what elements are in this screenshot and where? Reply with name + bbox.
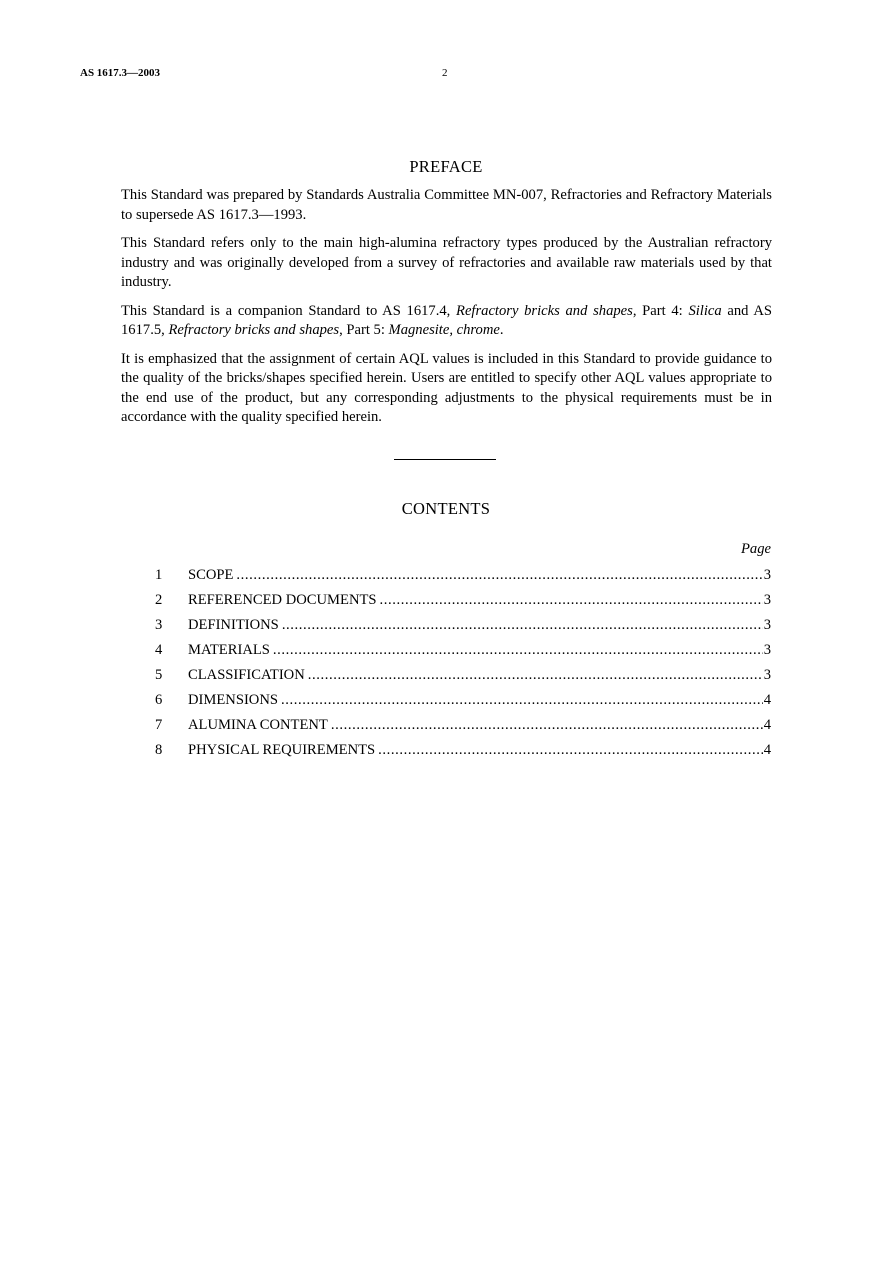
toc-entry-page: 3 xyxy=(763,567,771,583)
toc-dot-leader xyxy=(236,565,762,585)
toc-entry-title: ALUMINA CONTENT xyxy=(188,717,328,733)
preface-paragraph xyxy=(121,186,772,225)
toc-entry-page: 3 xyxy=(763,667,771,683)
toc-entry-page: 3 xyxy=(763,642,771,658)
toc-entry-number: 3 xyxy=(155,617,163,633)
table-of-contents xyxy=(148,565,771,765)
toc-entry-number: 6 xyxy=(155,692,163,708)
toc-entry-number: 7 xyxy=(155,717,163,733)
toc-entry[interactable] xyxy=(148,615,771,640)
paragraph-text: This Standard was prepared by Standards Australia Committee MN-007, Refractories and Refractory Materials to supersede AS 1617.3—1993. xyxy=(121,187,772,223)
toc-dot-leader xyxy=(273,640,763,660)
toc-entry-page: 4 xyxy=(763,692,771,708)
toc-entry-title: MATERIALS xyxy=(188,642,270,658)
paragraph-text: , Part 4: xyxy=(632,302,689,319)
toc-entry-page: 4 xyxy=(763,717,771,733)
italic-title-text: Silica xyxy=(688,302,722,319)
toc-dot-leader xyxy=(308,665,763,685)
toc-entry[interactable] xyxy=(148,740,771,765)
toc-entry-title: PHYSICAL REQUIREMENTS xyxy=(188,742,376,758)
preface-body xyxy=(121,186,772,437)
toc-entry[interactable] xyxy=(148,665,771,690)
toc-entry-page: 3 xyxy=(763,617,771,633)
contents-page-column-label: Page xyxy=(741,541,771,557)
toc-entry-number: 2 xyxy=(155,592,163,608)
paragraph-text: It is emphasized that the assignment of certain AQL values is included in this Standard to provide guidance to the quality of the bricks/shapes specified herein. Users are entitled to specify other AQL values appropriate to the end use of the product, but any corresponding adjustments to the physical requirements must be in accordance with the quality specified herein. xyxy=(121,350,772,425)
paragraph-text: and AS 1617.5, xyxy=(121,302,773,338)
italic-title-text: Magnesite, chrome xyxy=(388,322,500,338)
section-divider xyxy=(394,459,496,460)
preface-heading: PREFACE xyxy=(409,157,483,176)
running-head-standard-id: AS 1617.3—2003 xyxy=(80,67,161,79)
toc-entry-number: 8 xyxy=(155,742,163,758)
paragraph-text: This Standard refers only to the main high-alumina refractory types produced by the Australian refractory industry and was originally developed from a survey of refractories and available raw materials used by that industry. xyxy=(121,235,772,290)
preface-paragraph xyxy=(121,350,772,428)
toc-entry-number: 1 xyxy=(155,567,163,583)
toc-entry-title: DEFINITIONS xyxy=(188,617,279,633)
toc-dot-leader xyxy=(380,590,763,610)
italic-title-text: Refractory bricks and shapes xyxy=(168,322,340,338)
toc-dot-leader xyxy=(331,715,763,735)
toc-entry[interactable] xyxy=(148,565,771,590)
preface-paragraph xyxy=(121,302,772,341)
contents-heading: CONTENTS xyxy=(401,499,491,518)
toc-entry-title: CLASSIFICATION xyxy=(188,667,305,683)
toc-entry[interactable] xyxy=(148,690,771,715)
toc-entry[interactable] xyxy=(148,715,771,740)
italic-title-text: Refractory bricks and shapes xyxy=(456,302,633,319)
toc-entry-title: SCOPE xyxy=(188,567,234,583)
toc-entry[interactable] xyxy=(148,640,771,665)
toc-dot-leader xyxy=(281,690,763,710)
toc-entry[interactable] xyxy=(148,590,771,615)
toc-entry-title: REFERENCED DOCUMENTS xyxy=(188,592,377,608)
toc-entry-title: DIMENSIONS xyxy=(188,692,278,708)
toc-entry-number: 4 xyxy=(155,642,163,658)
paragraph-text: , Part 5: xyxy=(339,322,389,338)
toc-dot-leader xyxy=(282,615,763,635)
page-number: 2 xyxy=(442,67,448,79)
toc-entry-page: 4 xyxy=(763,742,771,758)
toc-entry-page: 3 xyxy=(763,592,771,608)
preface-paragraph xyxy=(121,234,772,293)
paragraph-text: This Standard is a companion Standard to AS 1617.4, xyxy=(121,302,457,319)
paragraph-text: . xyxy=(499,322,504,338)
toc-entry-number: 5 xyxy=(155,667,163,683)
toc-dot-leader xyxy=(378,740,763,760)
